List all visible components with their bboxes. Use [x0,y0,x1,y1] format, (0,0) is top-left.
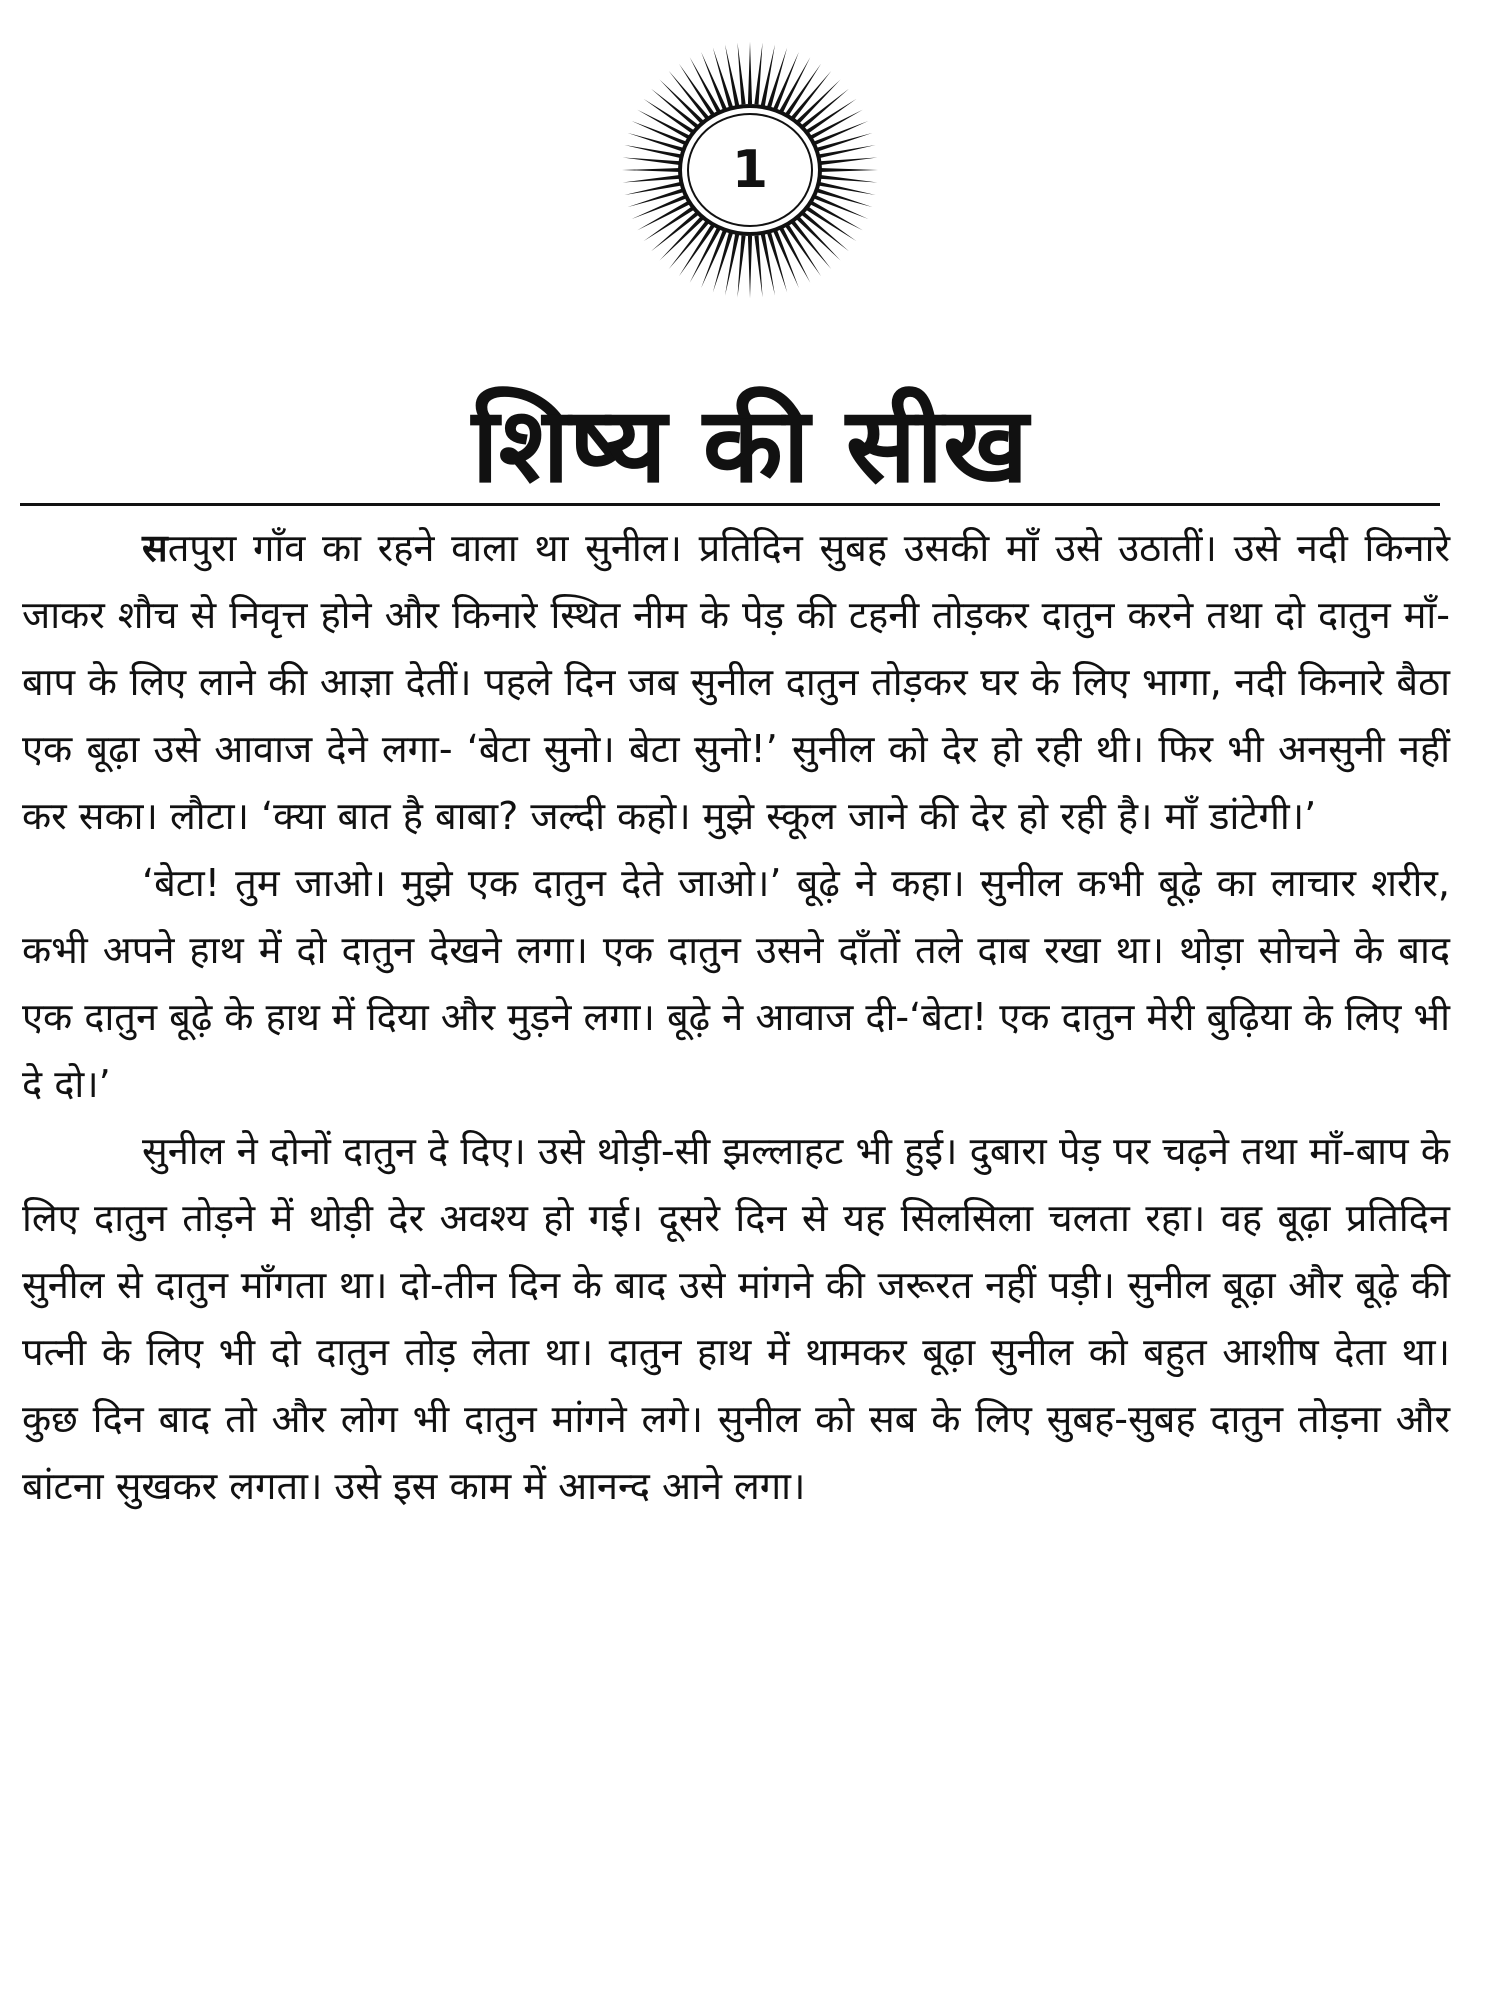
paragraph-1 [22,515,1450,850]
drop-lead-letter: स [142,526,168,570]
chapter-badge [615,35,885,305]
chapter-number: 1 [731,140,769,200]
paragraph-1-text: तपुरा गाँव का रहने वाला था सुनील। प्रतिदिन सुबह उसकी माँ उसे उठातीं। उसे नदी किनारे जाकर शौच से निवृत्त होने और किनारे स्थित नीम के पेड़ की टहनी तोड़कर दातुन करने तथा दो दातुन माँ-बाप के लिए लाने की आज्ञा देतीं। पहले दिन जब सुनील दातुन तोड़कर घर के लिए भागा, नदी किनारे बैठा एक बूढ़ा उसे आवाज देने लगा- ‘बेटा सुनो। बेटा सुनो!’ सुनील को देर हो रही थी। फिर भी अनसुनी नहीं कर सका। लौटा। ‘क्या बात है बाबा? जल्दी कहो। मुझे स्कूल जाने की देर हो रही है। माँ डांटेगी।’ [22,526,1450,838]
story-body [22,515,1450,1520]
paragraph-2: ‘बेटा! तुम जाओ। मुझे एक दातुन देते जाओ।’ बूढ़े ने कहा। सुनील कभी बूढ़े का लाचार शरीर, कभी अपने हाथ में दो दातुन देखने लगा। एक दातुन उसने दाँतों तले दाब रखा था। थोड़ा सोचने के बाद एक दातुन बूढ़े के हाथ में दिया और मुड़ने लगा। बूढ़े ने आवाज दी-‘बेटा! एक दातुन मेरी बुढ़िया के लिए भी दे दो।’ [22,861,1450,1106]
chapter-title: शिष्य की सीख [471,384,1029,506]
paragraph-3: सुनील ने दोनों दातुन दे दिए। उसे थोड़ी-सी झल्लाहट भी हुई। दुबारा पेड़ पर चढ़ने तथा माँ-बाप के लिए दातुन तोड़ने में थोड़ी देर अवश्य हो गई। दूसरे दिन से यह सिलसिला चलता रहा। वह बूढ़ा प्रतिदिन सुनील से दातुन माँगता था। दो-तीन दिन के बाद उसे मांगने की जरूरत नहीं पड़ी। सुनील बूढ़ा और बूढ़े की पत्नी के लिए भी दो दातुन तोड़ लेता था। दातुन हाथ में थामकर बूढ़ा सुनील को बहुत आशीष देता था। कुछ दिन बाद तो और लोग भी दातुन मांगने लगे। सुनील को सब के लिए सुबह-सुबह दातुन तोड़ना और बांटना सुखकर लगता। उसे इस काम में आनन्द आने लगा। [22,1129,1450,1508]
title-divider [20,503,1440,506]
